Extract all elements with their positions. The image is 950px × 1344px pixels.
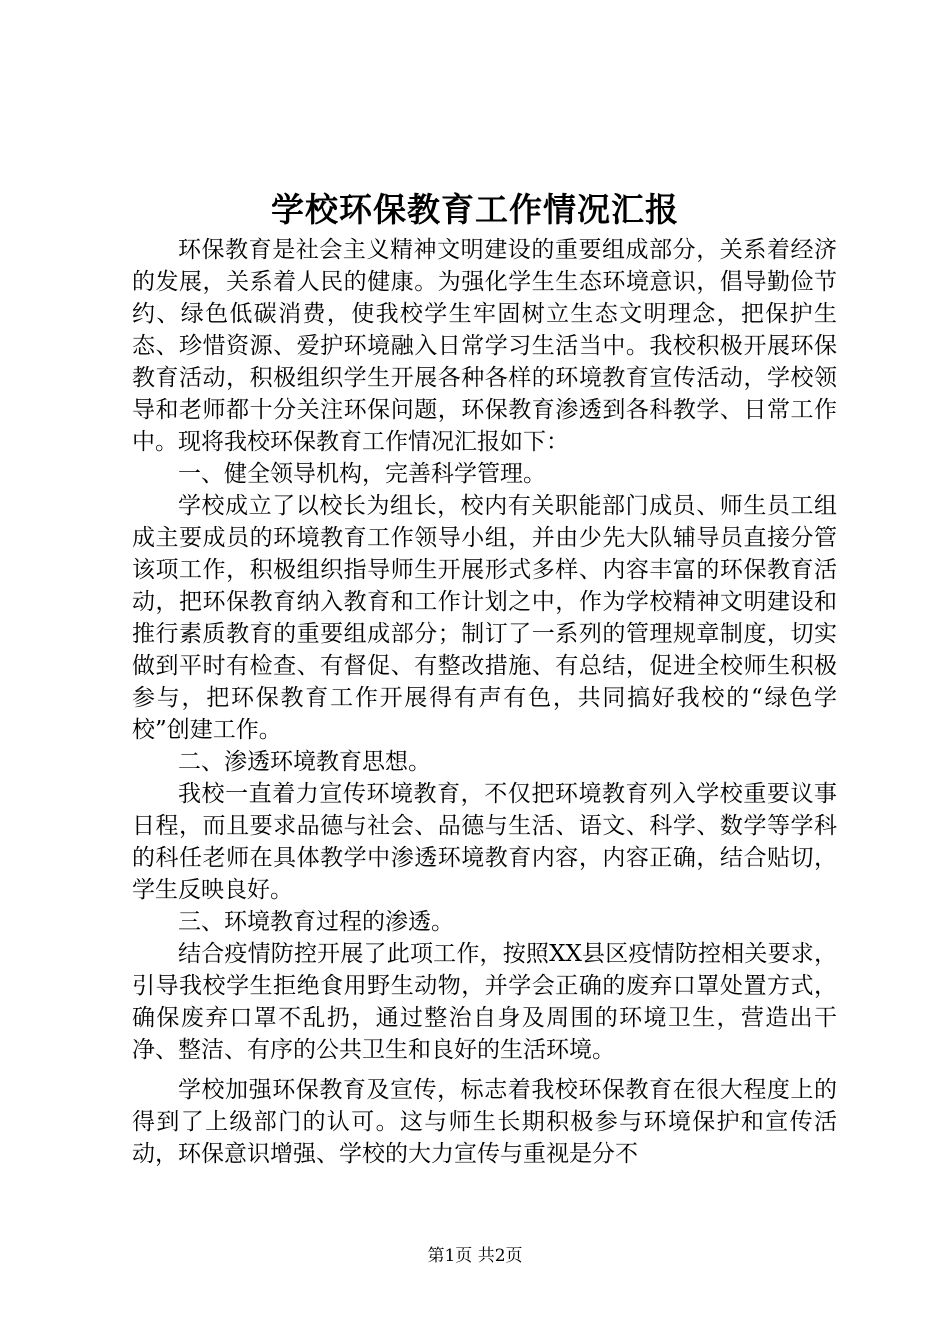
document-title: 学校环保教育工作情况汇报 (271, 190, 679, 229)
document-body (132, 234, 837, 1170)
section-heading-1: 一、健全领导机构，完善科学管理。 (178, 461, 546, 487)
section-heading-2: 二、渗透环境教育思想。 (178, 749, 431, 775)
section-heading-3: 三、环境教育过程的渗透。 (178, 909, 454, 935)
section-paragraph-1: 学校成立了以校长为组长，校内有关职能部门成员、师生员工组成主要成员的环境教育工作领导小组，并由少先大队辅导员直接分管该项工作，积极组织指导师生开展形式多样、内容丰富的环保教育活动，把环保教育纳入教育和工作计划之中，作为学校精神文明建设和推行素质教育的重要组成部分；制订了一系列的管理规章制度，切实做到平时有检查、有督促、有整改措施、有总结，促进全校师生积极参与，把环保教育工作开展得有声有色，共同搞好我校的“绿色学校”创建工作。 (132, 493, 837, 743)
intro-paragraph: 环保教育是社会主义精神文明建设的重要组成部分，关系着经济的发展，关系着人民的健康。为强化学生生态环境意识，倡导勤俭节约、绿色低碳消费，使我校学生牢固树立生态文明理念，把保护生态、珍惜资源、爱护环境融入日常学习生活当中。我校积极开展环保教育活动，积极组织学生开展各种各样的环境教育宣传活动，学校领导和老师都十分关注环保问题，环保教育渗透到各科教学、日常工作中。现将我校环保教育工作情况汇报如下： (132, 237, 837, 455)
section-paragraph-2: 我校一直着力宣传环境教育，不仅把环境教育列入学校重要议事日程，而且要求品德与社会、品德与生活、语文、科学、数学等学科的科任老师在具体教学中渗透环境教育内容，内容正确，结合贴切，学生反映良好。 (132, 781, 837, 903)
section-paragraph-3: 结合疫情防控开展了此项工作，按照XX县区疫情防控相关要求，引导我校学生拒绝食用野生动物，并学会正确的废弃口罩处置方式，确保废弃口罩不乱扔，通过整治自身及周围的环境卫生，营造出干净、整洁、有序的公共卫生和良好的生活环境。 (132, 941, 837, 1063)
page-footer: 第1页 共2页 (427, 1246, 523, 1266)
closing-paragraph: 学校加强环保教育及宣传，标志着我校环保教育在很大程度上的得到了上级部门的认可。这与师生长期积极参与环境保护和宣传活动，环保意识增强、学校的大力宣传与重视是分不 (132, 1077, 837, 1167)
